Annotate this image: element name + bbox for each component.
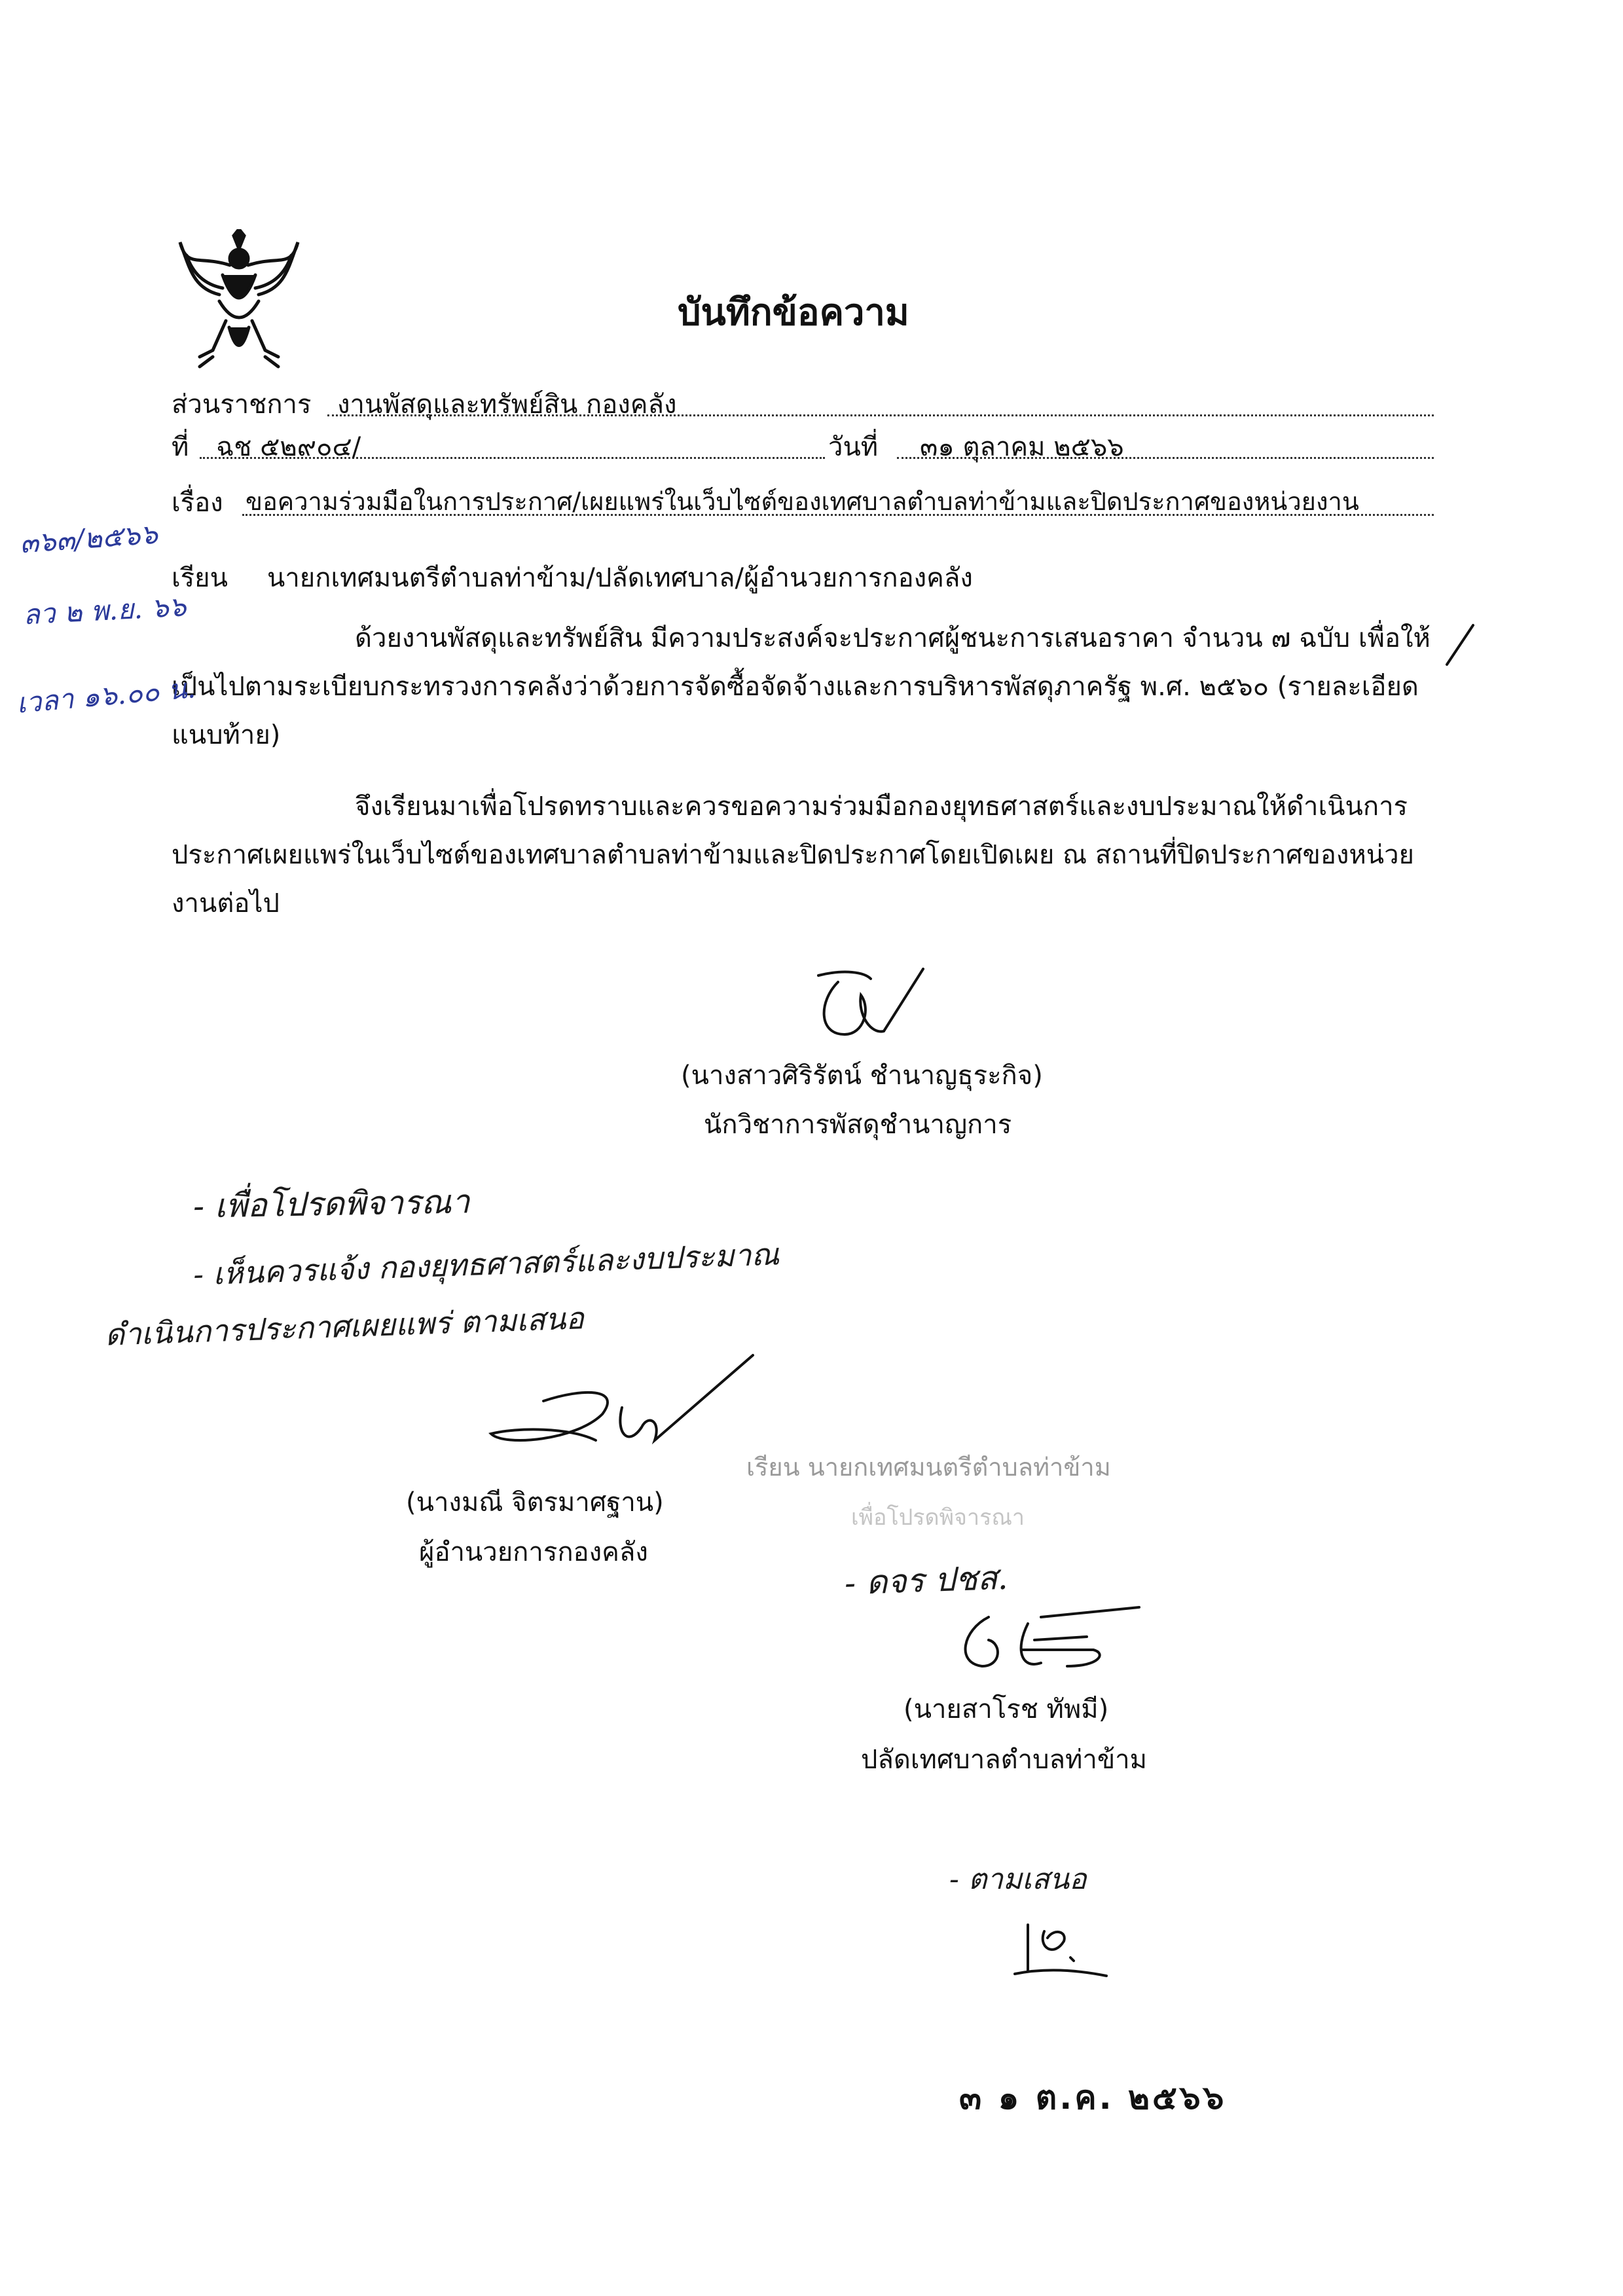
signature-2-name: (นางมณี จิตรมาศฐาน) <box>406 1487 664 1518</box>
handwritten-note-1: - เพื่อโปรดพิจารณา <box>192 1182 470 1226</box>
signature-2-mark <box>452 1349 766 1480</box>
subject-label: เรื่อง <box>172 488 223 518</box>
body-paragraph-1: ด้วยงานพัสดุและทรัพย์สิน มีความประสงค์จะประกาศผู้ชนะการเสนอราคา จำนวน ๗ ฉบับ เพื่อให้เป็นไปตามระเบียบกระทรวงการคลังว่าด้วยการจัดซื้อจัดจ้างและการบริหารพัสดุภาครัฐ พ.ศ. ๒๕๖๐ (รายละเอียดแนบท้าย) <box>172 623 1431 750</box>
signature-4-mark <box>1008 1912 1113 1984</box>
ref-value: ฉช ๕๒๙๐๔/ <box>216 432 361 462</box>
receipt-date-note: ลว ๒ พ.ย. ๖๖ <box>22 590 187 631</box>
palat-name: (นายสาโรช ทัพมี) <box>903 1694 1109 1724</box>
handwritten-note-3: ดำเนินการประกาศเผยแพร่ ตามเสนอ <box>104 1300 585 1353</box>
palat-faint-line: เพื่อโปรดพิจารณา <box>851 1504 1025 1531</box>
subject-value: ขอความร่วมมือในการประกาศ/เผยแพร่ในเว็บไซต์ของเทศบาลตำบลท่าข้ามและปิดประกาศของหน่วยงาน <box>246 487 1359 516</box>
garuda-emblem-icon <box>173 229 304 370</box>
date-stamp: ๓ ๑ ต.ค. ๒๕๖๖ <box>959 2079 1227 2117</box>
body-paragraph-2: จึงเรียนมาเพื่อโปรดทราบและควรขอความร่วมมือกองยุทธศาสตร์และงบประมาณให้ดำเนินการประกาศเผยแพร่ในเว็บไซต์ของเทศบาลตำบลท่าข้ามและปิดประกาศโดยเปิดเผย ณ สถานที่ปิดประกาศของหน่วยงานต่อไป <box>172 792 1414 919</box>
handwritten-note-2: - เห็นควรแจ้ง กองยุทธศาสตร์และงบประมาณ <box>192 1236 780 1292</box>
handwritten-note-director: - ดจร ปชส. <box>844 1558 1009 1603</box>
signature-1-mark <box>792 962 943 1048</box>
receipt-time-note: เวลา ๑๖.๐๐ น. <box>15 672 197 720</box>
section-label: ส่วนราชการ <box>172 390 312 420</box>
signature-1-position: นักวิชาการพัสดุชำนาญการ <box>704 1110 1012 1140</box>
section-value: งานพัสดุและทรัพย์สิน กองคลัง <box>337 390 677 420</box>
signature-1-name: (นางสาวศิริรัตน์ ชำนาญธุระกิจ) <box>681 1061 1043 1091</box>
palat-to-line: เรียน นายกเทศมนตรีตำบลท่าข้าม <box>746 1453 1111 1482</box>
handwritten-note-mayor: - ตามเสนอ <box>949 1863 1087 1896</box>
page-title: บันทึกข้อความ <box>678 291 909 334</box>
ref-label: ที่ <box>172 432 189 462</box>
date-label: วันที่ <box>828 432 879 462</box>
to-value: นายกเทศมนตรีตำบลท่าข้าม/ปลัดเทศบาล/ผู้อำนวยการกองคลัง <box>267 563 973 593</box>
to-label: เรียน <box>172 563 228 593</box>
pen-tick-mark <box>1440 622 1480 668</box>
palat-position: ปลัดเทศบาลตำบลท่าข้าม <box>861 1745 1148 1775</box>
signature-2-position: ผู้อำนวยการกองคลัง <box>419 1537 648 1567</box>
receipt-number-note: ๓๖๓/๒๕๖๖ <box>18 517 159 560</box>
date-value: ๓๑ ตุลาคม ๒๕๖๖ <box>920 432 1124 462</box>
signature-3-mark <box>936 1604 1146 1683</box>
